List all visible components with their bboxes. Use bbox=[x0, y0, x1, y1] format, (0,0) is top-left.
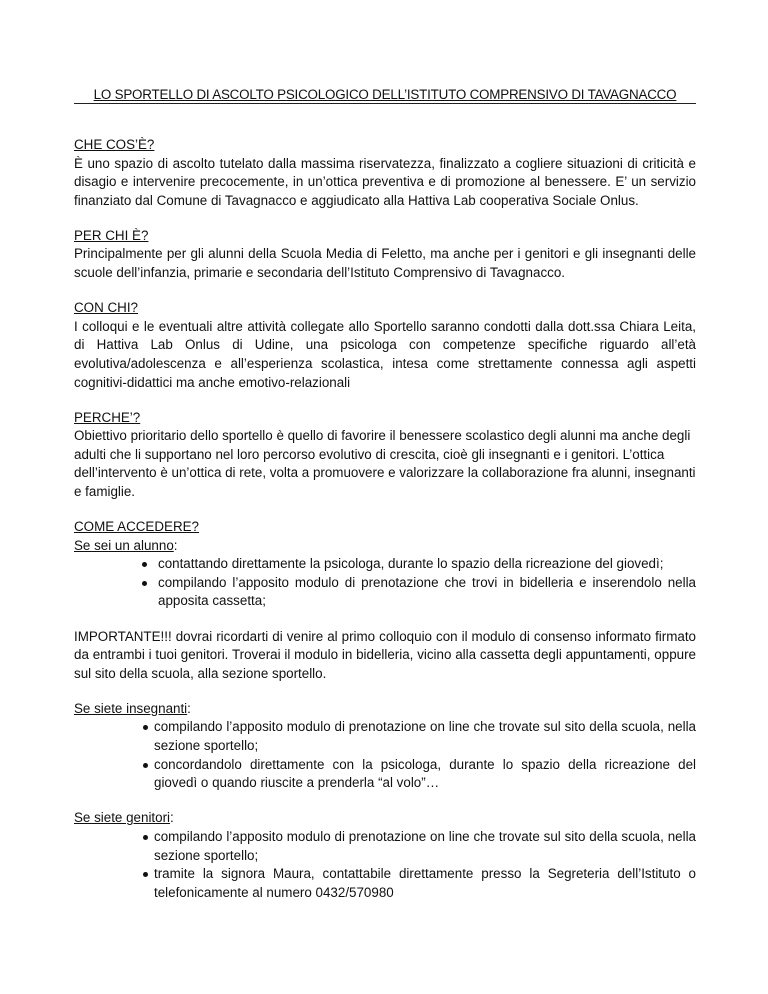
insegnanti-list bbox=[74, 718, 696, 792]
list-item bbox=[74, 555, 696, 574]
section-heading: PER CHI È? bbox=[74, 227, 149, 243]
list-item bbox=[74, 718, 696, 755]
genitori-list bbox=[74, 828, 696, 902]
section-genitori bbox=[74, 809, 696, 902]
bullet-icon bbox=[143, 835, 148, 840]
list-item bbox=[74, 828, 696, 865]
section-heading: PERCHE’? bbox=[74, 409, 141, 425]
list-item-text: contattando direttamente la psicologa, durante lo spazio della ricreazione del giovedì; bbox=[158, 556, 664, 572]
bullet-icon bbox=[143, 725, 148, 730]
insegnanti-label: Se siete insegnanti bbox=[74, 700, 188, 716]
bullet-icon bbox=[142, 581, 147, 586]
alunno-colon: : bbox=[173, 537, 178, 553]
genitori-subheading bbox=[74, 809, 696, 828]
genitori-label: Se siete genitori bbox=[74, 810, 171, 826]
list-item-text: concordandolo direttamente con la psicologa, durante lo spazio della ricreazione del giovedì o quando riuscite a prenderla “al volo”… bbox=[154, 756, 696, 791]
bullet-icon bbox=[143, 763, 148, 768]
section-perche bbox=[74, 409, 696, 502]
document-body bbox=[74, 136, 696, 919]
section-insegnanti bbox=[74, 700, 696, 793]
insegnanti-colon: : bbox=[187, 700, 191, 716]
list-item-text: tramite la signora Maura, contattabile direttamente presso la Segreteria dell’Istituto o telefonicamente al numero 0432/570980 bbox=[154, 866, 696, 900]
list-item bbox=[74, 756, 696, 793]
list-item-text: compilando l’apposito modulo di prenotazione che trovi in bidelleria e inserendolo nella apposita cassetta; bbox=[158, 574, 696, 609]
section-paragraph: I colloqui e le eventuali altre attività collegate allo Sportello saranno condotti dalla dott.ssa Chiara Leita, di Hattiva Lab Onlus di Udine, una psicologa con competenze specifiche riguardo all’età evolutiva/adolescenza e all’esperienza scolastica, intesa come strettamente connessa agli aspetti cognitivi-didattici ma anche emotivo-relazionali bbox=[74, 318, 696, 390]
section-paragraph: Principalmente per gli alunni della Scuola Media di Feletto, ma anche per i genitori e gli insegnanti delle scuole dell’infanzia, primarie e secondaria dell’Istituto Comprensivo di Tavagnacco. bbox=[74, 246, 696, 281]
section-per-chi bbox=[74, 227, 696, 283]
importante-paragraph: IMPORTANTE!!! dovrai ricordarti di venire al primo colloquio con il modulo di consenso informato firmato da entrambi i tuoi genitori. Troverai il modulo in bidelleria, vicino alla cassetta degli appuntamenti, oppure sul sito della scuola, alla sezione sportello. bbox=[74, 628, 696, 681]
section-importante bbox=[74, 628, 696, 684]
alunno-label: Se sei un alunno bbox=[74, 537, 174, 553]
section-con-chi bbox=[74, 299, 696, 392]
section-heading: CON CHI? bbox=[74, 300, 138, 316]
insegnanti-subheading bbox=[74, 700, 696, 719]
section-paragraph: Obiettivo prioritario dello sportello è quello di favorire il benessere scolastico degli alunni ma anche degli adulti che li supportano nel loro percorso evolutivo di crescita, cioè gli insegnanti e i genitori. L’ottica dell’intervento è un’ottica di rete, volta a promuovere e valorizzare la collaborazione fra alunni, insegnanti e famiglie. bbox=[74, 428, 696, 499]
section-heading: COME ACCEDERE? bbox=[74, 519, 200, 535]
section-heading: CHE COS’È? bbox=[74, 137, 155, 152]
title-divider bbox=[74, 103, 696, 104]
section-che-cose bbox=[74, 136, 696, 210]
list-item bbox=[74, 574, 696, 611]
document-title: LO SPORTELLO DI ASCOLTO PSICOLOGICO DELL’ISTITUTO COMPRENSIVO DI TAVAGNACCO bbox=[93, 87, 677, 102]
genitori-colon: : bbox=[170, 810, 174, 826]
section-come-accedere bbox=[74, 518, 696, 611]
bullet-icon bbox=[143, 872, 148, 877]
list-item bbox=[74, 865, 696, 902]
list-item-text: compilando l’apposito modulo di prenotazione on line che trovate sul sito della scuola, nella sezione sportello; bbox=[154, 828, 696, 863]
bullet-icon bbox=[142, 562, 147, 567]
alunno-list bbox=[74, 555, 696, 611]
alunno-subheading bbox=[74, 537, 696, 556]
list-item-text: compilando l’apposito modulo di prenotazione on line che trovate sul sito della scuola, nella sezione sportello; bbox=[154, 719, 696, 754]
section-paragraph: È uno spazio di ascolto tutelato dalla massima riservatezza, finalizzato a cogliere situazioni di criticità e disagio e intervenire precocemente, in un’ottica preventiva e di promozione al benessere. E’ un servizio finanziato dal Comune di Tavagnacco e aggiudicato alla Hattiva Lab cooperativa Sociale Onlus. bbox=[74, 155, 696, 208]
